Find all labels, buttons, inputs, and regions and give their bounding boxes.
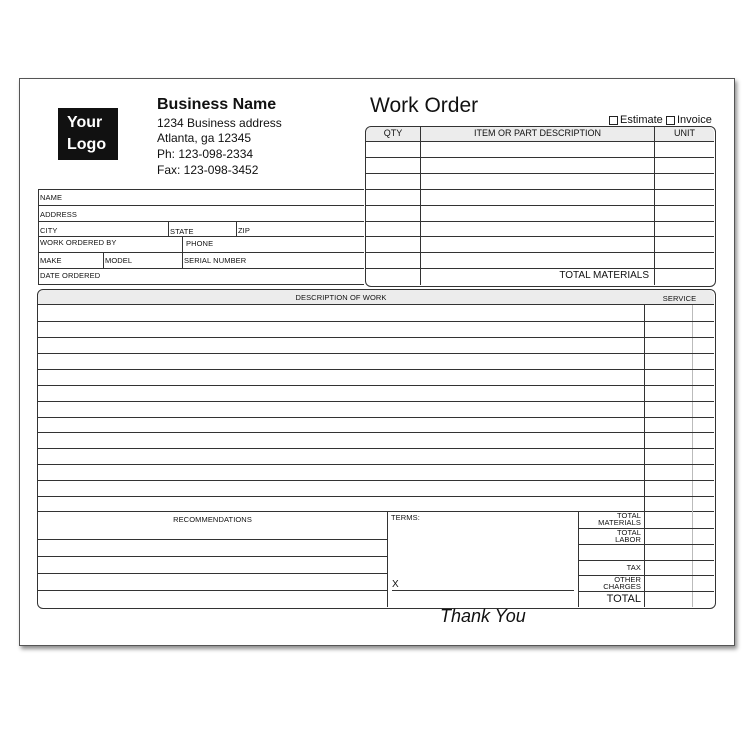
recommendations-header: RECOMMENDATIONS: [173, 515, 252, 524]
business-city: Atlanta, ga 12345: [157, 131, 252, 145]
rule: [366, 221, 714, 222]
estimate-checkbox[interactable]: [609, 114, 663, 126]
rule: [38, 480, 714, 481]
unit-column-header: UNIT: [674, 128, 695, 138]
rule: [38, 236, 364, 237]
rule: [366, 157, 714, 158]
rule: [38, 337, 714, 338]
rule: [366, 236, 714, 237]
state-field-label: STATE: [170, 227, 194, 236]
rule: [366, 173, 714, 174]
rule: [38, 353, 714, 354]
rule: [38, 573, 387, 574]
rule: [103, 252, 104, 268]
rule: [366, 252, 714, 253]
rule: [578, 560, 714, 561]
estimate-label: Estimate: [620, 114, 663, 126]
rule: [387, 511, 388, 607]
rule: [38, 401, 714, 402]
rule: [38, 448, 714, 449]
address-field-label: ADDRESS: [40, 210, 77, 219]
checkbox-box[interactable]: [666, 116, 675, 125]
make-field-label: MAKE: [40, 256, 62, 265]
rule: [38, 221, 364, 222]
rule: [38, 252, 364, 253]
thank-you-message: Thank You: [440, 606, 526, 626]
tax-label: TAX: [626, 563, 641, 572]
rule: [38, 268, 364, 269]
phone-field-label: PHONE: [186, 239, 214, 248]
rule: [38, 189, 39, 284]
model-field-label: MODEL: [105, 256, 133, 265]
signature-line[interactable]: [392, 590, 574, 591]
form-title: Work Order: [370, 94, 479, 117]
signature-mark: X: [392, 579, 399, 590]
grand-total-label: TOTAL: [606, 593, 641, 605]
rule: [38, 417, 714, 418]
zip-field-label: ZIP: [238, 226, 250, 235]
rule: [38, 464, 714, 465]
qty-column-header: QTY: [383, 128, 403, 138]
rule: [38, 189, 364, 190]
rule: [38, 556, 387, 557]
total-labor-line-1: TOTAL: [617, 528, 641, 537]
rule: [38, 321, 714, 322]
rule: [420, 127, 421, 285]
other-charges-line-1: OTHER: [614, 575, 641, 584]
rule: [38, 496, 714, 497]
service-header: SERVICE: [662, 294, 697, 303]
total-labor-label: [579, 529, 641, 543]
total-labor-line-2: LABOR: [615, 535, 641, 544]
terms-label: TERMS:: [391, 513, 420, 522]
rule: [366, 268, 714, 269]
total-materials-label: TOTAL MATERIALS: [559, 270, 649, 281]
total-materials-summary-label: [579, 512, 641, 526]
rule: [38, 304, 714, 305]
invoice-label: Invoice: [677, 114, 712, 126]
rule: [366, 141, 714, 142]
rule: [38, 284, 364, 285]
checkbox-box[interactable]: [609, 116, 618, 125]
rule: [692, 511, 693, 607]
business-phone: Ph: 123-098-2334: [157, 147, 254, 161]
invoice-checkbox[interactable]: [666, 114, 712, 126]
rule: [182, 236, 183, 268]
rule: [38, 369, 714, 370]
work-ordered-by-label: WORK ORDERED BY: [40, 238, 117, 247]
business-address: 1234 Business address: [157, 116, 282, 130]
rule: [654, 127, 655, 285]
rule: [38, 432, 714, 433]
business-name: Business Name: [157, 96, 277, 113]
other-charges-label: [579, 576, 641, 590]
date-ordered-label: DATE ORDERED: [40, 271, 101, 280]
rule: [578, 591, 714, 592]
rule: [236, 221, 237, 236]
rule: [38, 590, 387, 591]
logo: [58, 108, 118, 160]
serial-number-label: SERIAL NUMBER: [184, 256, 247, 265]
logo-line-1: Your: [67, 114, 103, 131]
item-description-column-header: ITEM OR PART DESCRIPTION: [473, 128, 601, 138]
rule: [644, 511, 645, 607]
other-charges-line-2: CHARGES: [603, 582, 641, 591]
rule: [578, 544, 714, 545]
total-materials-line-2: MATERIALS: [598, 518, 641, 527]
total-materials-line-1: TOTAL: [617, 511, 641, 520]
rule: [38, 539, 387, 540]
city-field-label: CITY: [40, 226, 58, 235]
rule: [366, 205, 714, 206]
description-of-work-header: DESCRIPTION OF WORK: [295, 293, 387, 302]
materials-table: [365, 126, 716, 287]
logo-line-2: Logo: [67, 136, 107, 153]
rule: [38, 385, 714, 386]
business-fax: Fax: 123-098-3452: [157, 163, 259, 177]
rule: [38, 205, 364, 206]
rule: [168, 221, 169, 236]
name-field-label: NAME: [40, 193, 63, 202]
rule: [366, 189, 714, 190]
